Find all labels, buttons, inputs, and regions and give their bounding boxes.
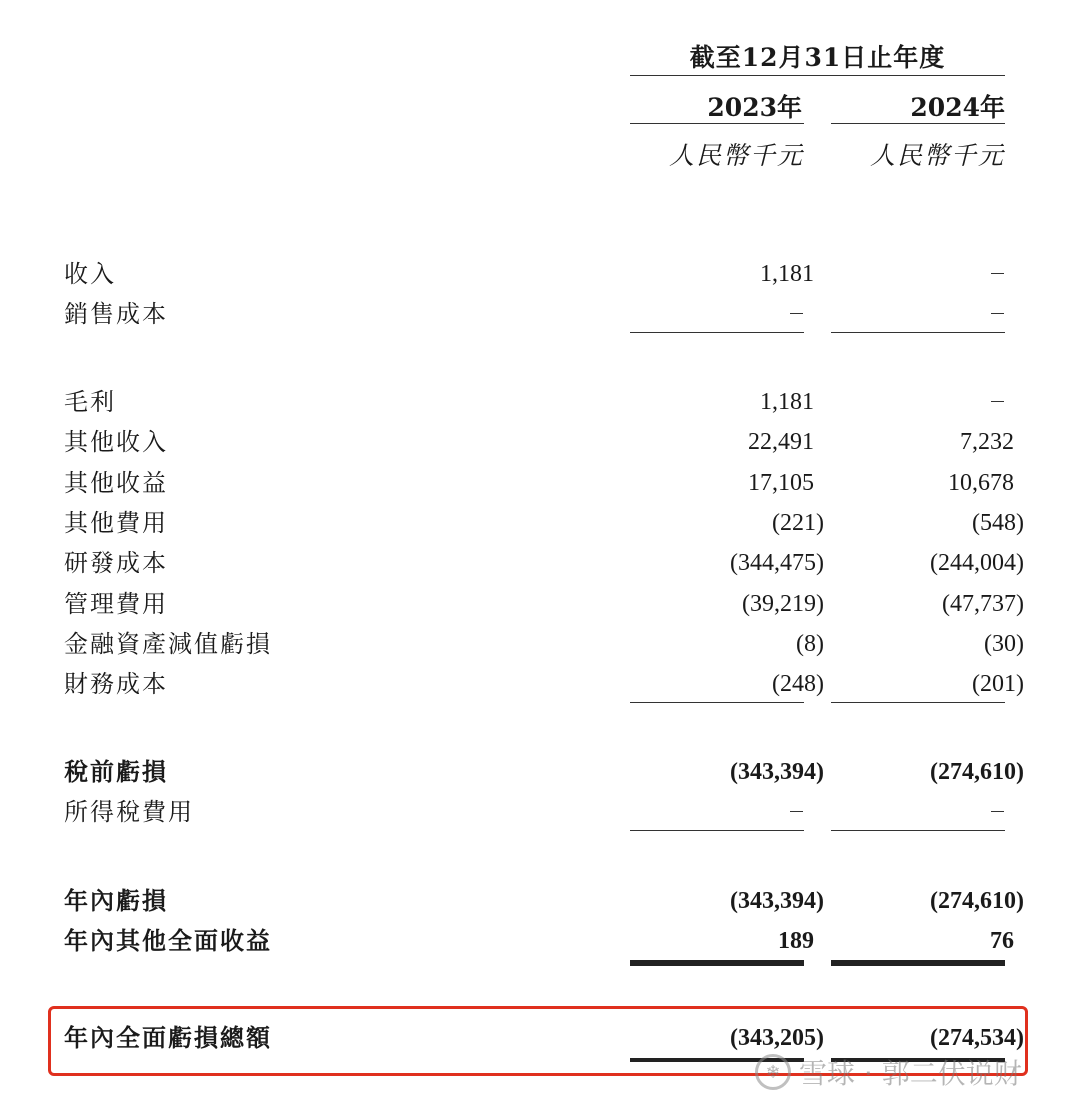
year-2024-rule: [831, 123, 1005, 124]
row-loss-for-year: [0, 885, 1080, 925]
row-admin-expenses: [0, 588, 1080, 628]
row-label: 銷售成本: [64, 300, 168, 328]
row-rd-costs: [0, 547, 1080, 587]
subtotal-rule: [630, 332, 804, 333]
value-2024: (274,610): [930, 888, 1024, 914]
row-label: 年內虧損: [64, 886, 168, 915]
period-title: 截至12月31日止年度: [689, 43, 946, 72]
year-2023-header: 2023年: [707, 93, 802, 122]
subtotal-rule: [630, 830, 804, 831]
row-revenue: [0, 258, 1080, 298]
value-2024: (47,737): [942, 591, 1024, 617]
row-label: 所得稅費用: [64, 798, 194, 826]
nil-dash: [790, 313, 803, 314]
row-label: 其他費用: [64, 509, 168, 537]
value-2024: 76: [990, 928, 1014, 954]
row-loss-before-tax: [0, 756, 1080, 796]
row-label: 管理費用: [64, 590, 168, 618]
value-2023: 17,105: [748, 470, 814, 496]
subtotal-rule: [630, 702, 804, 703]
row-gross-profit: [0, 386, 1080, 426]
row-other-comprehensive-income: [0, 925, 1080, 965]
header-rule: [630, 75, 1005, 76]
value-2023: (343,394): [730, 759, 824, 785]
value-2023: 1,181: [760, 389, 814, 415]
unit-2024: 人民幣千元: [869, 141, 1005, 170]
value-2024: (274,610): [930, 759, 1024, 785]
snowball-logo-icon: ❄: [755, 1054, 791, 1090]
nil-dash: [790, 811, 803, 812]
row-label: 金融資產減值虧損: [64, 630, 272, 658]
watermark: [755, 1052, 1022, 1092]
year-2023-rule: [630, 123, 804, 124]
value-2024: (244,004): [930, 550, 1024, 576]
row-other-expenses: [0, 507, 1080, 547]
nil-dash: [991, 313, 1004, 314]
value-2024: (274,534): [930, 1025, 1024, 1051]
value-2024: (30): [984, 631, 1024, 657]
subtotal-rule: [831, 332, 1005, 333]
value-2023: (343,205): [730, 1025, 824, 1051]
row-label: 其他收入: [64, 428, 168, 456]
double-rule: [831, 960, 1005, 966]
value-2024: (548): [972, 510, 1024, 536]
value-2023: (221): [772, 510, 824, 536]
year-2024-header: 2024年: [910, 93, 1005, 122]
value-2023: 22,491: [748, 429, 814, 455]
row-label: 其他收益: [64, 469, 168, 497]
value-2024: 10,678: [948, 470, 1014, 496]
row-label: 收入: [64, 260, 116, 288]
row-label: 稅前虧損: [64, 757, 168, 786]
value-2023: (344,475): [730, 550, 824, 576]
value-2023: 1,181: [760, 261, 814, 287]
row-label: 年內全面虧損總額: [64, 1023, 272, 1052]
row-label: 年內其他全面收益: [64, 926, 272, 955]
value-2023: 189: [778, 928, 814, 954]
row-other-gains: [0, 467, 1080, 507]
row-other-income: [0, 426, 1080, 466]
row-label: 財務成本: [64, 670, 168, 698]
value-2023: (343,394): [730, 888, 824, 914]
value-2024: (201): [972, 671, 1024, 697]
row-label: 毛利: [64, 388, 116, 416]
nil-dash: [991, 273, 1004, 274]
subtotal-rule: [831, 830, 1005, 831]
value-2024: 7,232: [960, 429, 1014, 455]
subtotal-rule: [831, 702, 1005, 703]
row-impairment-loss: [0, 628, 1080, 668]
nil-dash: [991, 811, 1004, 812]
value-2023: (39,219): [742, 591, 824, 617]
row-label: 研發成本: [64, 549, 168, 577]
double-rule: [630, 960, 804, 966]
watermark-text: 雪球 · 郭二伏说财: [799, 1057, 1022, 1090]
unit-2023: 人民幣千元: [668, 141, 804, 170]
value-2023: (8): [796, 631, 824, 657]
value-2023: (248): [772, 671, 824, 697]
nil-dash: [991, 401, 1004, 402]
